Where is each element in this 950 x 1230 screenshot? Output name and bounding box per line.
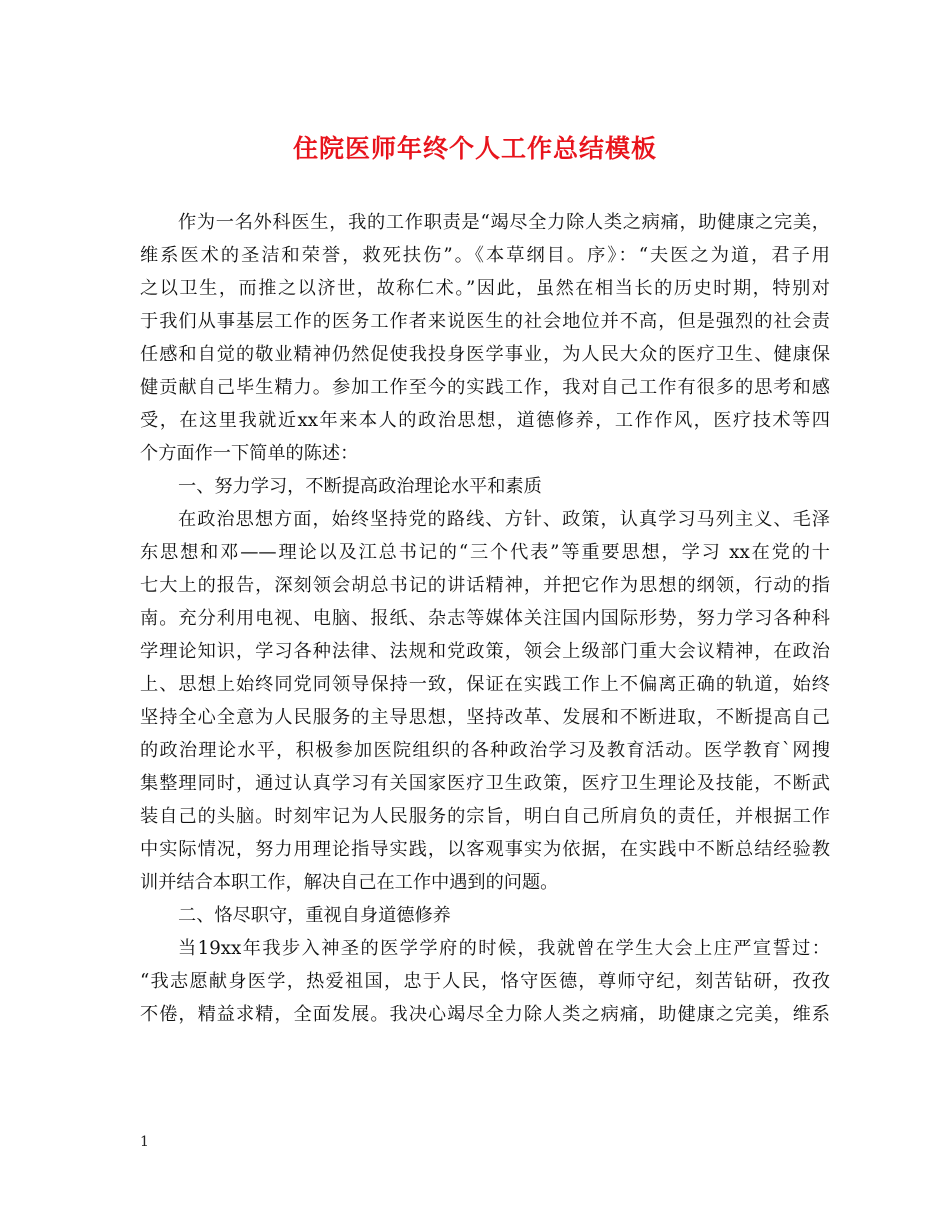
text-line: 学理论知识，学习各种法律、法规和党政策，领会上级部门重大会议精神，在政治: [140, 641, 830, 662]
document-body: [140, 206, 830, 1031]
text-line: 东思想和邓——理论以及江总书记的“三个代表”等重要思想，学习 xx在党的十: [140, 542, 830, 563]
text-line: “我志愿献身医学，热爱祖国，忠于人民，恪守医德，尊师守纪，刻苦钻研，孜孜: [140, 971, 830, 992]
text-line: 训并结合本职工作，解决自己在工作中遇到的问题。: [140, 872, 559, 893]
text-line: 一、努力学习，不断提高政治理论水平和素质: [178, 476, 542, 497]
document-title: 住院医师年终个人工作总结模板: [292, 134, 657, 163]
text-line: 不倦，精益求精，全面发展。我决心竭尽全力除人类之病痛，助健康之完美，维系: [140, 1004, 830, 1025]
text-line: 二、恪尽职守，重视自身道德修养: [178, 905, 451, 926]
text-line: 受，在这里我就近xx年来本人的政治思想，道德修养，工作作风，医疗技术等四: [140, 410, 830, 431]
text-line: 健贡献自己毕生精力。参加工作至今的实践工作，我对自己工作有很多的思考和感: [140, 377, 830, 398]
text-line: 当19xx年我步入神圣的医学学府的时候，我就曾在学生大会上庄严宣誓过：: [178, 938, 830, 959]
text-line: 于我们从事基层工作的医务工作者来说医生的社会地位并不高，但是强烈的社会责: [140, 311, 830, 332]
text-line: 之以卫生，而推之以济世，故称仁术。”因此，虽然在相当长的历史时期，特别对: [140, 278, 830, 299]
text-line: 在政治思想方面，始终坚持党的路线、方针、政策，认真学习马列主义、毛泽: [178, 509, 830, 530]
text-line: 南。充分利用电视、电脑、报纸、杂志等媒体关注国内国际形势，努力学习各种科: [140, 608, 830, 629]
text-line: 个方面作一下简单的陈述：: [140, 443, 359, 464]
text-line: 中实际情况，努力用理论指导实践，以客观事实为依据，在实践中不断总结经验教: [140, 839, 830, 860]
text-line: 集整理同时，通过认真学习有关国家医疗卫生政策，医疗卫生理论及技能，不断武: [140, 773, 830, 794]
text-line: 维系医术的圣洁和荣誉，救死扶伤”。《本草纲目。序》：“夫医之为道，君子用: [140, 245, 830, 266]
text-line: 的政治理论水平，积极参加医院组织的各种政治学习及教育活动。医学教育`网搜: [140, 740, 830, 761]
text-line: 装自己的头脑。时刻牢记为人民服务的宗旨，明白自己所肩负的责任，并根据工作: [140, 806, 830, 827]
text-line: 坚持全心全意为人民服务的主导思想，坚持改革、发展和不断进取，不断提高自己: [140, 707, 830, 728]
text-line: 七大上的报告，深刻领会胡总书记的讲话精神，并把它作为思想的纲领，行动的指: [140, 575, 830, 596]
text-line: 作为一名外科医生，我的工作职责是“竭尽全力除人类之病痛，助健康之完美，: [178, 212, 830, 233]
page-number: 1: [140, 1134, 149, 1150]
text-line: 任感和自觉的敬业精神仍然促使我投身医学事业，为人民大众的医疗卫生、健康保: [140, 344, 830, 365]
text-line: 上、思想上始终同党同领导保持一致，保证在实践工作上不偏离正确的轨道，始终: [140, 674, 830, 695]
